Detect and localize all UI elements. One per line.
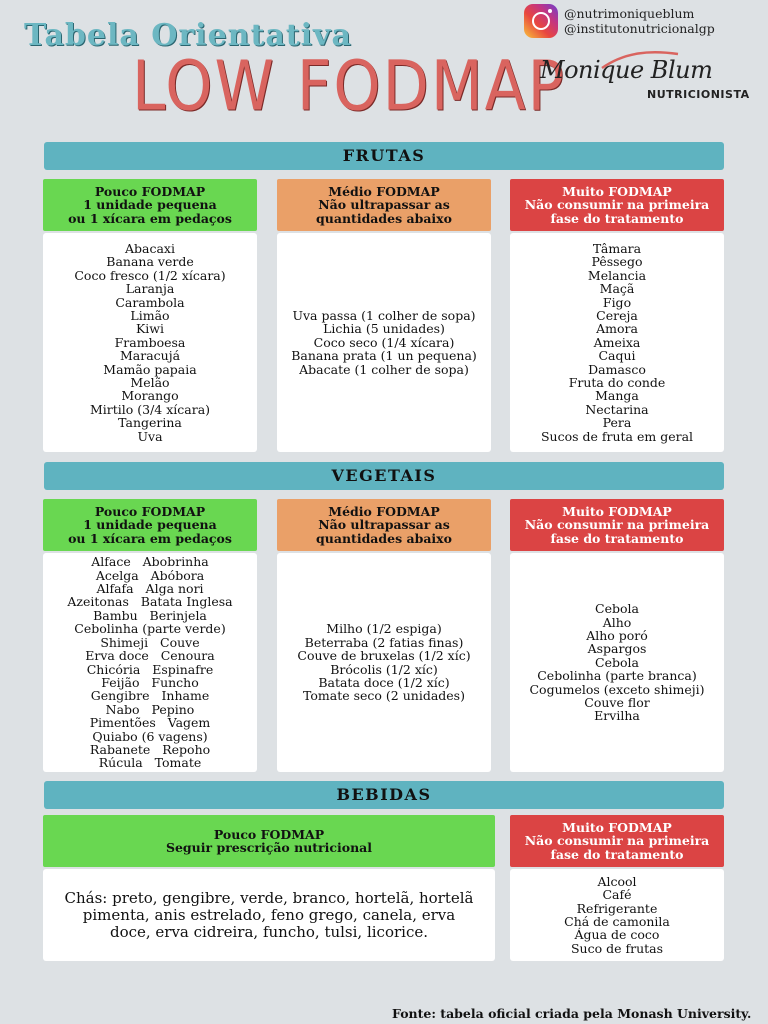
frutas-medium-list (277, 233, 491, 452)
list-item: Maçã (599, 281, 635, 297)
list-item: Melão (130, 375, 170, 391)
list-item: Coco fresco (1/2 xícara) (74, 267, 226, 283)
list-item: Aspargos (587, 641, 647, 657)
list-item: Alcool (597, 873, 637, 889)
list-item: Batata doce (1/2 xíc) (318, 674, 450, 690)
list-item: Lichia (5 unidades) (323, 321, 445, 337)
list-item: Couve flor (584, 695, 650, 711)
list-item: Suco de frutas (570, 940, 664, 956)
list-item: Milho (1/2 espiga) (326, 621, 442, 637)
vegetais-low-list (43, 553, 257, 772)
frutas-high-list (510, 233, 724, 452)
list-item: Cebolinha (parte verde) (74, 621, 226, 637)
medium-subtitle: Não ultrapassar as quantidades abaixo (316, 197, 452, 226)
list-item: Alfafa Alga nori (96, 581, 204, 597)
medium-title: Médio FODMAP (328, 503, 440, 519)
list-item: Tangerina (118, 415, 182, 431)
list-item: Banana verde (106, 254, 194, 270)
list-item: Bambu Berinjela (93, 607, 207, 623)
low-title: Pouco FODMAP (213, 826, 325, 842)
list-item: Ameixa (593, 334, 641, 350)
list-item: Fruta do conde (568, 375, 666, 391)
section-bebidas-title: BEBIDAS (44, 781, 724, 809)
list-item: Café (602, 887, 632, 903)
list-item: Damasco (588, 361, 646, 377)
list-item: Cebolinha (parte branca) (537, 668, 697, 684)
vegetais-high-header (510, 499, 724, 551)
vegetais-low-header (43, 499, 257, 551)
list-item: Banana prata (1 un pequena) (291, 348, 477, 364)
vegetais-medium-list (277, 553, 491, 772)
section-vegetais-title: VEGETAIS (44, 462, 724, 490)
list-item: Laranja (125, 281, 175, 297)
medium-subtitle: Não ultrapassar as quantidades abaixo (316, 517, 452, 546)
list-item: Abacaxi (125, 240, 175, 256)
handle-1[interactable]: @nutrimoniqueblum (564, 6, 695, 21)
low-title: Pouco FODMAP (94, 503, 206, 519)
list-item: Ervilha (594, 708, 640, 724)
list-item: Pêssego (591, 254, 643, 270)
list-item: Shimeji Couve (100, 634, 200, 650)
low-subtitle-drinks: Seguir prescrição nutricional (165, 840, 373, 855)
list-item: Manga (595, 388, 639, 404)
low-subtitle: 1 unidade pequena ou 1 xícara em pedaços (68, 517, 232, 546)
list-item: Beterraba (2 fatias finas) (304, 634, 464, 650)
title-line-1: Tabela Orientativa (24, 18, 352, 53)
list-item: Erva doce Cenoura (85, 648, 215, 664)
list-item: Rúcula Tomate (98, 755, 202, 771)
list-item: Feijão Funcho (101, 674, 199, 690)
list-item: Maracujá (119, 348, 181, 364)
list-item: Rabanete Repoho (89, 741, 211, 757)
list-item: Couve de bruxelas (1/2 xíc) (297, 648, 471, 664)
list-item: Alface Abobrinha (91, 554, 209, 570)
list-item: Pera (602, 415, 632, 431)
list-item: Azeitonas Batata Inglesa (67, 594, 233, 610)
list-item: Framboesa (114, 334, 186, 350)
list-item: Tâmara (592, 240, 642, 256)
list-item: Chá de camonila (564, 914, 670, 929)
list-item: Amora (596, 321, 638, 337)
frutas-high-header (510, 179, 724, 231)
list-item: Tomate seco (2 unidades) (303, 688, 465, 704)
handles-list (564, 6, 715, 36)
frutas-low-header (43, 179, 257, 231)
logo-name: Monique Blum (540, 56, 713, 84)
list-item: Melancia (587, 267, 647, 283)
list-item: Brócolis (1/2 xíc) (330, 661, 438, 677)
list-item: Refrigerante (576, 900, 658, 916)
list-item: Cebola (595, 654, 639, 670)
list-item: Pimentões Vagem (89, 715, 211, 731)
high-subtitle: Não consumir na primeira fase do tratamento (524, 833, 710, 862)
list-item: Sucos de fruta em geral (540, 428, 694, 444)
instagram-icon (524, 4, 558, 38)
logo-role: NUTRICIONISTA (647, 88, 750, 101)
list-item: Água de coco (574, 927, 660, 943)
list-item: Abacate (1 colher de sopa) (299, 361, 469, 377)
frutas-medium-header (277, 179, 491, 231)
vegetais-medium-header (277, 499, 491, 551)
nutritionist-logo (540, 56, 750, 106)
high-subtitle: Não consumir na primeira fase do tratamento (524, 517, 710, 546)
list-item: Cogumelos (exceto shimeji) (529, 681, 705, 697)
high-subtitle: Não consumir na primeira fase do tratamento (524, 197, 710, 226)
list-item: Gengibre Inhame (90, 688, 210, 704)
list-item: Nabo Pepino (105, 701, 195, 717)
list-item: Cebola (595, 601, 639, 617)
bebidas-low-header (43, 815, 495, 867)
low-title: Pouco FODMAP (94, 183, 206, 199)
medium-title: Médio FODMAP (328, 183, 440, 199)
list-item: Mirtilo (3/4 xícara) (89, 401, 211, 417)
list-item: Morango (121, 388, 179, 404)
list-item: Uva passa (1 colher de sopa) (292, 307, 476, 323)
vegetais-high-list (510, 553, 724, 772)
list-item: Coco seco (1/4 xícara) (313, 334, 455, 350)
list-item: Alho poró (586, 627, 648, 643)
list-item: Quiabo (6 vagens) (92, 728, 208, 744)
list-item: Cereja (596, 307, 638, 323)
section-frutas-title: FRUTAS (44, 142, 724, 170)
list-item: Kiwi (135, 321, 165, 337)
bebidas-high-header (510, 815, 724, 867)
list-item: Uva (137, 428, 163, 444)
list-item: Nectarina (585, 401, 649, 417)
bebidas-high-list (510, 869, 724, 961)
frutas-low-list (43, 233, 257, 452)
list-item: Figo (602, 294, 632, 310)
title-line-2: LOW FODMAP (132, 46, 566, 127)
list-item: Carambola (115, 294, 185, 310)
low-subtitle: 1 unidade pequena ou 1 xícara em pedaços (68, 197, 232, 226)
list-item: Alho (602, 614, 632, 630)
list-item: Limão (130, 307, 170, 323)
list-item: Chicória Espinafre (86, 661, 214, 677)
high-title: Muito FODMAP (562, 819, 672, 835)
list-item: Mamão papaia (103, 361, 197, 377)
high-title: Muito FODMAP (562, 183, 672, 199)
bebidas-low-text: Chás: preto, gengibre, verde, branco, hortelã, hortelã pimenta, anis estrelado, feno grego, canela, erva doce, erva cidreira, funcho, tulsi, licorice. (43, 869, 495, 961)
list-item: Acelga Abóbora (95, 567, 205, 583)
handle-2[interactable]: @institutonutricionalgp (564, 21, 715, 36)
source-footer: Fonte: tabela oficial criada pela Monash University. (392, 1006, 752, 1021)
high-title: Muito FODMAP (562, 503, 672, 519)
social-handles (524, 4, 715, 38)
list-item: Caqui (598, 348, 636, 364)
